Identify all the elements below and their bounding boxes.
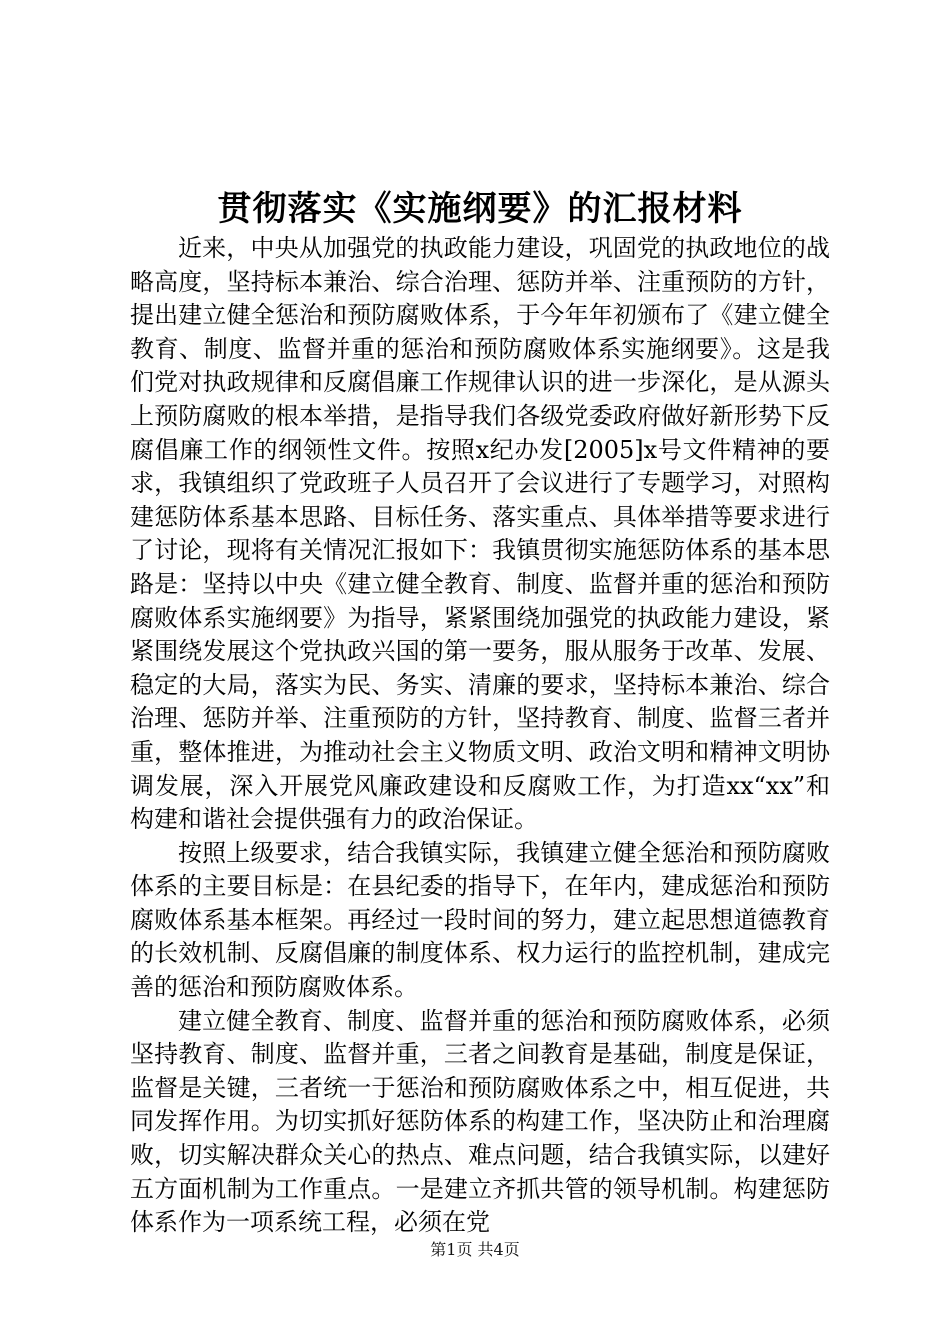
paragraph-2: 按照上级要求，结合我镇实际，我镇建立健全惩治和预防腐败体系的主要目标是：在县纪委的指导下，在年内，建成惩治和预防腐败体系基本框架。再经过一段时间的努力，建立起思想道德教育的长效机制、反腐倡廉的制度体系、权力运行的监控机制，建成完善的惩治和预防腐败体系。 — [130, 838, 830, 1002]
paragraph-3: 建立健全教育、制度、监督并重的惩治和预防腐败体系，必须坚持教育、制度、监督并重，三者之间教育是基础，制度是保证，监督是关键，三者统一于惩治和预防腐败体系之中，相互促进，共同发挥作用。为切实抓好惩防体系的构建工作，坚决防止和治理腐败，切实解决群众关心的热点、难点问题，结合我镇实际，以建好五方面机制为工作重点。一是建立齐抓共管的领导机制。构建惩防体系作为一项系统工程，必须在党 — [130, 1006, 830, 1237]
paragraph-1: 近来，中央从加强党的执政能力建设，巩固党的执政地位的战略高度，坚持标本兼治、综合治理、惩防并举、注重预防的方针，提出建立健全惩治和预防腐败体系，于今年年初颁布了《建立健全教育、制度、监督并重的惩治和预防腐败体系实施纲要》。这是我们党对执政规律和反腐倡廉工作规律认识的进一步深化，是从源头上预防腐败的根本举措，是指导我们各级党委政府做好新形势下反腐倡廉工作的纲领性文件。按照x纪办发[2005]x号文件精神的要求，我镇组织了党政班子人员召开了会议进行了专题学习，对照构建惩防体系基本思路、目标任务、落实重点、具体举措等要求进行了讨论，现将有关情况汇报如下：我镇贯彻实施惩防体系的基本思路是：坚持以中央《建立健全教育、制度、监督并重的惩治和预防腐败体系实施纲要》为指导，紧紧围绕加强党的执政能力建设，紧紧围绕发展这个党执政兴国的第一要务，服从服务于改革、发展、稳定的大局，落实为民、务实、清廉的要求，坚持标本兼治、综合治理、惩防并举、注重预防的方针，坚持教育、制度、监督三者并重，整体推进，为推动社会主义物质文明、政治文明和精神文明协调发展，深入开展党风廉政建设和反腐败工作，为打造xx“xx”和构建和谐社会提供强有力的政治保证。 — [130, 234, 830, 834]
page-number: 第1页 共4页 — [430, 1240, 520, 1259]
document-title: 贯彻落实《实施纲要》的汇报材料 — [217, 189, 743, 229]
document-body — [130, 232, 830, 1240]
